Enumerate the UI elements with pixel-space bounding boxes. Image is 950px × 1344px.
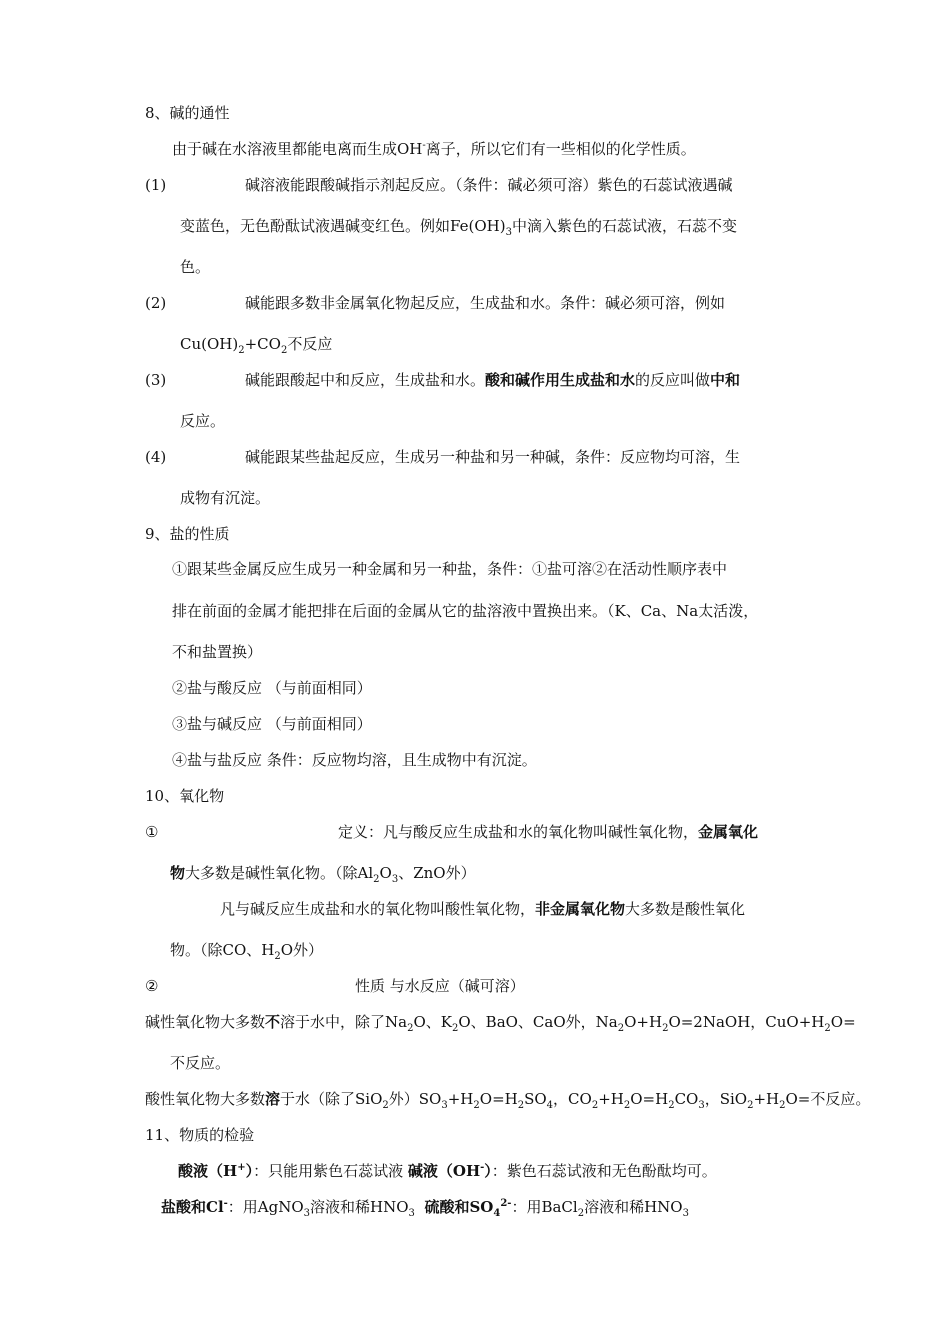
item-2-line-1: 碱能跟多数非金属氧化物起反应，生成盐和水。条件：碱必须可溶，例如 [245,294,726,312]
section-8-title: 8、碱的通性 [145,104,230,122]
item-1-line-1: 碱溶液能跟酸碱指示剂起反应。（条件：碱必须可溶）紫色的石蕊试液遇碱 [245,176,733,194]
detection-line-1: 酸液（H+）：只能用紫色石蕊试液 碱液（OH-）：紫色石蕊试液和无色酚酞均可。 [178,1162,717,1180]
section-10-title: 10、氧化物 [145,787,225,805]
acid-oxide-line: 酸性氧化物大多数溶于水（除了SiO$_2$外）$SO_3+H_2O=H_2SO_4$，$CO_2+H_2O=H_2CO_3$，$SiO_2+H_2O=$不反应。 [145,1090,871,1111]
item-1-number: (1) [145,176,167,194]
oxide-def-number: ① [145,823,159,841]
item-3-line-2: 反应。 [180,412,226,430]
item-2-number: (2) [145,294,167,312]
salt-prop-1-line-1: ①跟某些金属反应生成另一种金属和另一种盐，条件：①盐可溶②在活动性顺序表中 [172,560,728,578]
salt-prop-2: ②盐与酸反应 （与前面相同） [172,679,372,697]
oxide-prop-text: 性质 与水反应（碱可溶） [355,977,525,995]
item-3-line-1: 碱能跟酸起中和反应，生成盐和水。酸和碱作用生成盐和水的反应叫做中和 [245,371,741,389]
section-11-title: 11、物质的检验 [145,1126,255,1144]
item-4-line-1: 碱能跟某些盐起反应，生成另一种盐和另一种碱，条件：反应物均可溶，生 [245,448,741,466]
salt-prop-4: ④盐与盐反应 条件：反应物均溶，且生成物中有沉淀。 [172,751,537,769]
item-1-line-2: 变蓝色，无色酚酞试液遇碱变红色。例如$Fe(OH)_3$中滴入紫色的石蕊试液，石蕊不变 [180,217,737,238]
oxide-prop-number: ② [145,977,159,995]
oxide-def-line-4: 物。（除CO、$H_2O$外） [170,941,324,962]
salt-prop-1-line-3: 不和盐置换） [172,643,263,661]
basic-oxide-line-1: 碱性氧化物大多数不溶于水中，除了$Na_2O$、$K_2O$、BaO、CaO外，$Na_2O+H_2O=2NaOH$，$CuO+H_2O=$ [145,1013,856,1034]
basic-oxide-line-2: 不反应。 [170,1054,231,1072]
item-1-line-3: 色。 [180,258,211,276]
item-3-number: (3) [145,371,167,389]
oxide-def-line-2: 物大多数是碱性氧化物。（除$Al_2O_3$、ZnO外） [170,864,476,885]
salt-prop-1-line-2: 排在前面的金属才能把排在后面的金属从它的盐溶液中置换出来。（K、Ca、Na太活泼， [172,602,759,620]
detection-line-2: 盐酸和Cl-：用AgNO$_3$溶液和稀$HNO_3$ 硫酸和$SO_4^{2-}$：用BaCl$_2$溶液和稀$HNO_3$ [161,1198,689,1219]
section-8-intro: 由于碱在水溶液里都能电离而生成OH-离子，所以它们有一些相似的化学性质。 [172,140,696,158]
oxide-def-line-3: 凡与碱反应生成盐和水的氧化物叫酸性氧化物，非金属氧化物大多数是酸性氧化 [220,900,746,918]
section-9-title: 9、盐的性质 [145,525,230,543]
oxide-def-line-1: 定义：凡与酸反应生成盐和水的氧化物叫碱性氧化物，金属氧化 [338,823,759,841]
salt-prop-3: ③盐与碱反应 （与前面相同） [172,715,372,733]
item-4-number: (4) [145,448,167,466]
item-4-line-2: 成物有沉淀。 [180,489,271,507]
item-2-line-2: $Cu(OH)_2+CO_2$不反应 [180,335,333,356]
